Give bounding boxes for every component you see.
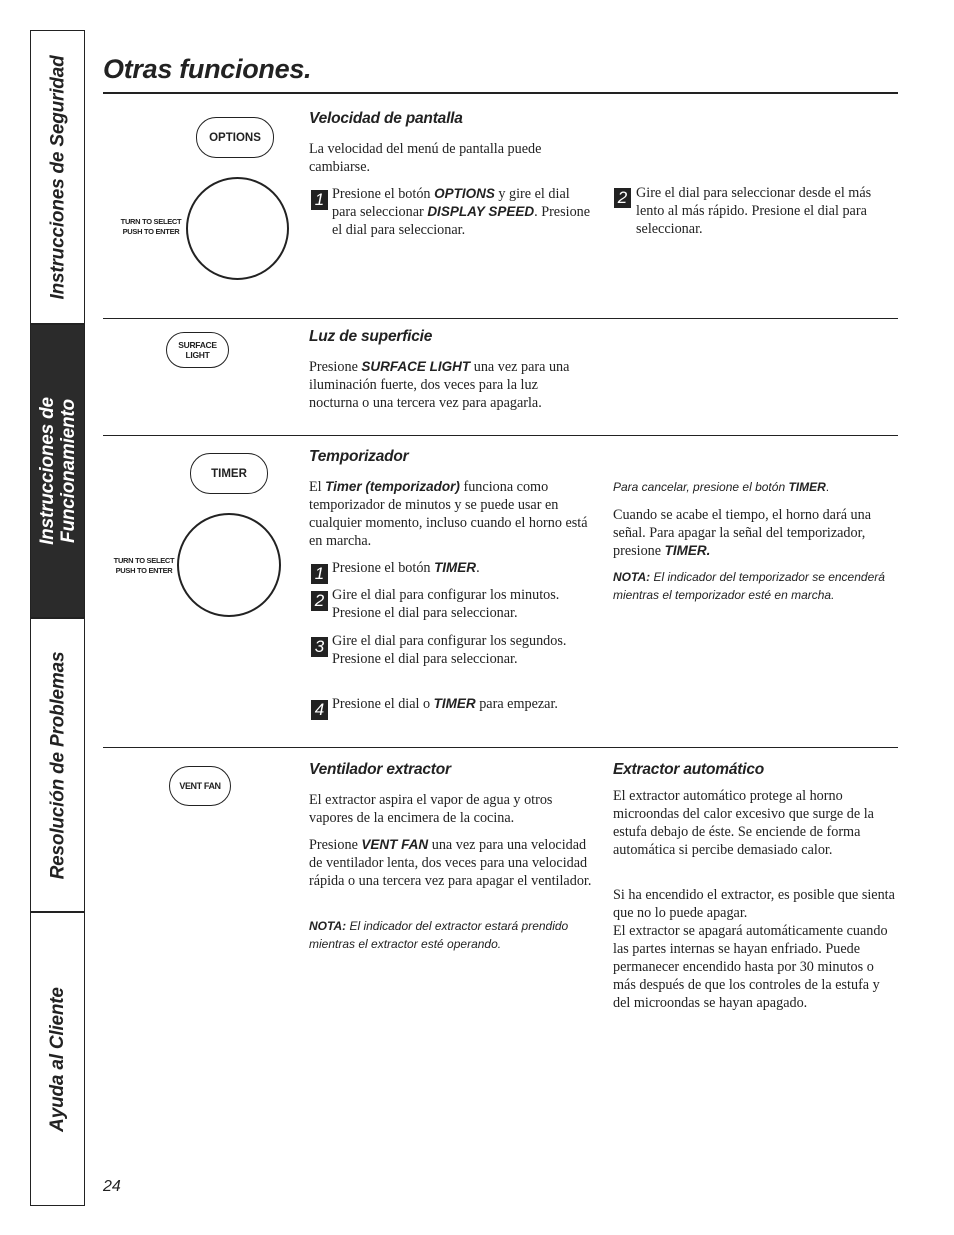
step-number: 3 (311, 637, 328, 657)
timer-note: NOTA: El indicador del temporizador se encenderá mientras el temporizador esté en marcha. (613, 570, 885, 602)
vent-fan-heading: Ventilador extractor (309, 761, 451, 778)
display-speed-heading: Velocidad de pantalla (309, 110, 463, 127)
tab-funcionamiento-label: Instrucciones de Funcionamiento (36, 397, 79, 545)
timer-step4: Presione el dial o TIMER para empezar. (332, 696, 558, 712)
options-button[interactable]: OPTIONS (196, 117, 274, 158)
tab-problemas-label: Resolución de Problemas (47, 651, 68, 879)
vent-fan-p2: Presione VENT FAN una vez para una velocidad de ventilador lenta, dos veces para una velocidad rápida o una tercera vez para apagar el ventilador. (309, 837, 592, 889)
section-rule (103, 435, 898, 436)
step-number: 1 (311, 564, 328, 584)
timer-intro: El Timer (temporizador) funciona como temporizador de minutos y se puede usar en cualquier momento, incluso cuando el horno está en marcha. (309, 479, 588, 549)
page-number: 24 (103, 1178, 121, 1195)
vent-fan-p1: El extractor aspira el vapor de agua y otros vapores de la encimera de la cocina. (309, 792, 553, 826)
auto-fan-heading: Extractor automático (613, 761, 765, 778)
display-speed-step2: Gire el dial para seleccionar desde el más lento al más rápido. Presione el dial para seleccionar. (636, 185, 872, 237)
timer-step3: Gire el dial para configurar los segundos. Presione el dial para seleccionar. (332, 633, 567, 667)
surface-light-button[interactable]: SURFACE LIGHT (166, 332, 229, 368)
surface-light-heading: Luz de superficie (309, 328, 433, 345)
step-number: 1 (311, 190, 328, 210)
auto-fan-p2: Si ha encendido el extractor, es posible que sienta que no lo puede apagar. (613, 887, 895, 921)
auto-fan-p1: El extractor automático protege al horno microondas del calor excesivo que surge de la estufa debajo de éste. Se enciende de forma automática si percibe demasiado calor. (613, 788, 874, 858)
display-speed-intro: La velocidad del menú de pantalla puede cambiarse. (309, 141, 542, 175)
select-dial[interactable] (177, 513, 281, 617)
surface-light-text: Presione SURFACE LIGHT una vez para una iluminación fuerte, dos veces para la luz nocturna o una tercera vez para apagarla. (309, 359, 570, 411)
select-dial[interactable] (186, 177, 289, 280)
step-number: 2 (614, 188, 631, 208)
dial-label: TURN TO SELECT PUSH TO ENTER (120, 217, 182, 236)
tab-funcionamiento[interactable] (31, 325, 84, 619)
tab-seguridad[interactable] (31, 31, 84, 325)
display-speed-step1: Presione el botón OPTIONS y gire el dial para seleccionar DISPLAY SPEED. Presione el dial para seleccionar. (332, 186, 591, 238)
tab-cliente-label: Ayuda al Cliente (47, 986, 68, 1132)
dial-label: TURN TO SELECT PUSH TO ENTER (113, 556, 175, 575)
section-rule (103, 318, 898, 319)
vent-fan-note: NOTA: El indicador del extractor estará prendido mientras el extractor esté operando. (309, 919, 569, 951)
tab-problemas[interactable] (31, 619, 84, 913)
section-rule (103, 747, 898, 748)
auto-fan-p3: El extractor se apagará automáticamente cuando las partes internas se hayan enfriado. Puede permanecer encendido hasta por 30 minutos o más después de que los controles de la estufa y del microondas se hayan apagado. (613, 923, 888, 1011)
timer-step2: Gire el dial para configurar los minutos. Presione el dial para seleccionar. (332, 587, 560, 621)
timer-end: Cuando se acabe el tiempo, el horno dará una señal. Para apagar la señal del temporizador, presione TIMER. (613, 507, 872, 559)
side-tabs (30, 30, 85, 1206)
tab-seguridad-label: Instrucciones de Seguridad (47, 55, 69, 299)
title-rule (103, 92, 898, 94)
timer-heading: Temporizador (309, 448, 409, 465)
vent-fan-button[interactable]: VENT FAN (169, 766, 231, 806)
timer-step1: Presione el botón TIMER. (332, 560, 480, 576)
page-title: Otras funciones. (103, 54, 312, 84)
timer-button[interactable]: TIMER (190, 453, 268, 494)
step-number: 4 (311, 700, 328, 720)
tab-cliente[interactable] (31, 913, 84, 1205)
timer-cancel: Para cancelar, presione el botón TIMER. (613, 480, 830, 494)
step-number: 2 (311, 591, 328, 611)
